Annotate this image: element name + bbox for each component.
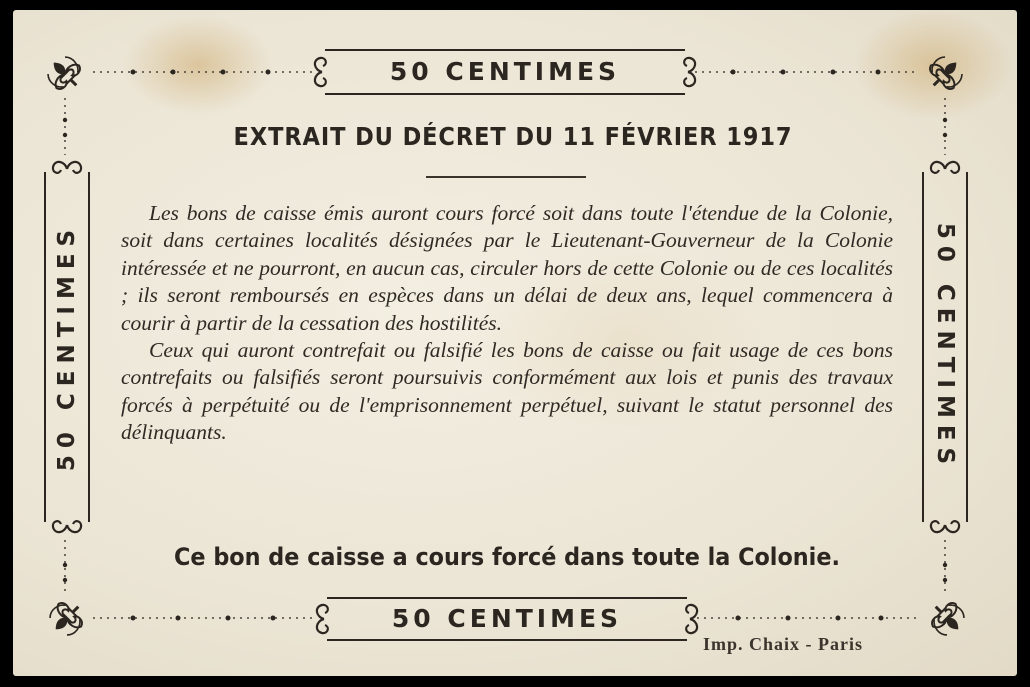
decree-paragraph: Les bons de caisse émis auront cours forcé soit dans toute l'étendue de la Colonie, soit dans certaines localités désignées par le Lieutenant-Gouverneur de la Colonie intéressée et ne pourront, en aucun cas, circuler hors de cette Colonie ou de ces localités ; ils seront remboursés en espèces dans un délai de deux ans, lequel commencera à courir à partir de la cessation des hostilités. <box>121 201 893 335</box>
printer-imprint: Imp. Chaix - Paris <box>703 634 864 654</box>
legal-tender-statement: Ce bon de caisse a cours forcé dans toute la Colonie. <box>174 543 840 571</box>
denomination-right: 50 CENTIMES <box>932 222 958 472</box>
heading-divider <box>426 176 586 178</box>
denomination-top: 50 CENTIMES <box>389 57 621 86</box>
decree-paragraph: Ceux qui auront contrefait ou falsifié les bons de caisse ou fait usage de ces bons contrefaits ou falsifiés seront poursuivis conformément aux lois et punis des travaux forcés à perpétuité ou de l'emprisonnement perpétuel, suivant le statut personnel des délinquants. <box>121 338 893 445</box>
decree-heading: EXTRAIT DU DÉCRET DU 11 FÉVRIER 1917 <box>233 122 793 151</box>
denomination-bottom: 50 CENTIMES <box>391 604 623 633</box>
banknote <box>13 10 1017 676</box>
decree-text <box>121 200 893 447</box>
denomination-left: 50 CENTIMES <box>54 222 80 472</box>
